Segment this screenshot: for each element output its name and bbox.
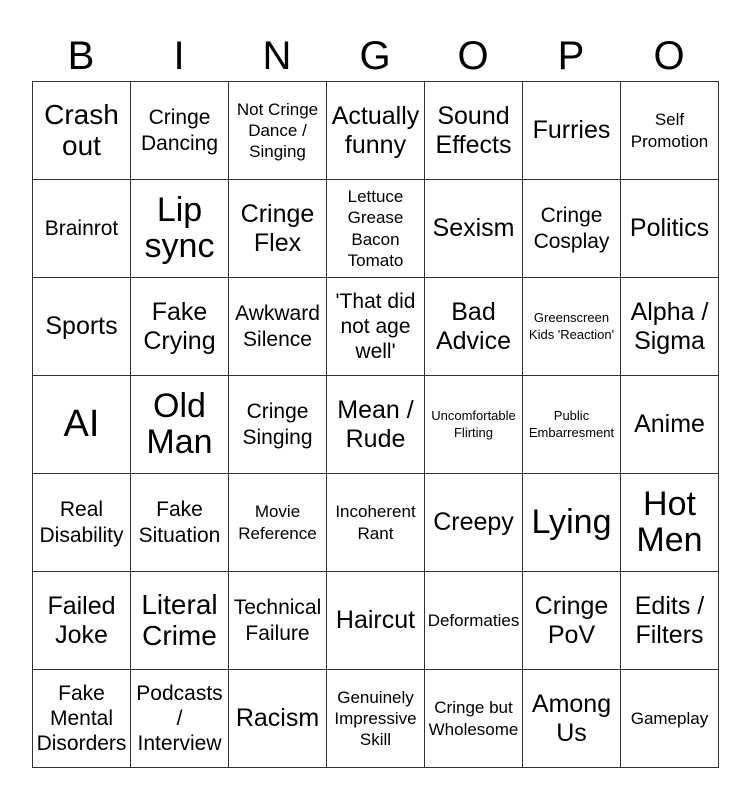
bingo-cell[interactable]: Bad Advice <box>425 278 523 376</box>
bingo-cell[interactable]: Genuinely Impressive Skill <box>327 670 425 768</box>
bingo-cell[interactable]: Cringe Cosplay <box>523 180 621 278</box>
bingo-cell[interactable]: Technical Failure <box>229 572 327 670</box>
bingo-cell[interactable]: AI <box>33 376 131 474</box>
bingo-cell[interactable]: Lip sync <box>131 180 229 278</box>
bingo-cell[interactable]: Incoherent Rant <box>327 474 425 572</box>
bingo-cell[interactable]: Sexism <box>425 180 523 278</box>
bingo-cell[interactable]: Awkward Silence <box>229 278 327 376</box>
bingo-cell[interactable]: Fake Crying <box>131 278 229 376</box>
bingo-cell[interactable]: Racism <box>229 670 327 768</box>
bingo-cell[interactable]: Failed Joke <box>33 572 131 670</box>
bingo-cell[interactable]: Sound Effects <box>425 82 523 180</box>
bingo-header <box>32 30 718 82</box>
bingo-cell[interactable]: Literal Crime <box>131 572 229 670</box>
bingo-cell[interactable]: Politics <box>621 180 719 278</box>
bingo-cell[interactable]: Creepy <box>425 474 523 572</box>
header-letter-p: P <box>557 34 585 78</box>
bingo-cell[interactable]: 'That did not age well' <box>327 278 425 376</box>
bingo-cell[interactable]: Brainrot <box>33 180 131 278</box>
bingo-cell[interactable]: Cringe PoV <box>523 572 621 670</box>
bingo-cell[interactable]: Self Promotion <box>621 82 719 180</box>
header-letter-o: O <box>457 34 489 78</box>
bingo-cell[interactable]: Alpha / Sigma <box>621 278 719 376</box>
bingo-cell[interactable]: Cringe Dancing <box>131 82 229 180</box>
header-letter-b: B <box>67 34 95 78</box>
bingo-cell[interactable]: Among Us <box>523 670 621 768</box>
bingo-cell[interactable]: Gameplay <box>621 670 719 768</box>
bingo-cell[interactable]: Podcasts / Interview <box>131 670 229 768</box>
bingo-cell[interactable]: Cringe Flex <box>229 180 327 278</box>
bingo-cell[interactable]: Uncomfortable Flirting <box>425 376 523 474</box>
bingo-cell[interactable]: Furries <box>523 82 621 180</box>
bingo-cell[interactable]: Fake Mental Disorders <box>33 670 131 768</box>
bingo-cell[interactable]: Cringe but Wholesome <box>425 670 523 768</box>
bingo-cell[interactable]: Mean / Rude <box>327 376 425 474</box>
bingo-cell[interactable]: Anime <box>621 376 719 474</box>
bingo-cell[interactable]: Real Disability <box>33 474 131 572</box>
bingo-cell[interactable]: Haircut <box>327 572 425 670</box>
header-letter-g: G <box>359 34 391 78</box>
header-letter-n: N <box>262 34 292 78</box>
bingo-cell[interactable]: Old Man <box>131 376 229 474</box>
bingo-cell[interactable]: Public Embarresment <box>523 376 621 474</box>
header-letter-o-2: O <box>653 34 685 78</box>
bingo-cell[interactable]: Not Cringe Dance / Singing <box>229 82 327 180</box>
bingo-cell[interactable]: Greenscreen Kids 'Reaction' <box>523 278 621 376</box>
bingo-cell[interactable]: Deformaties <box>425 572 523 670</box>
bingo-cell[interactable]: Lettuce Grease Bacon Tomato <box>327 180 425 278</box>
bingo-cell[interactable]: Cringe Singing <box>229 376 327 474</box>
bingo-board <box>32 81 719 768</box>
bingo-cell[interactable]: Edits / Filters <box>621 572 719 670</box>
bingo-cell[interactable]: Fake Situation <box>131 474 229 572</box>
bingo-cell[interactable]: Lying <box>523 474 621 572</box>
bingo-cell[interactable]: Movie Reference <box>229 474 327 572</box>
bingo-cell[interactable]: Crash out <box>33 82 131 180</box>
bingo-cell[interactable]: Hot Men <box>621 474 719 572</box>
header-letter-i: I <box>173 34 185 78</box>
bingo-cell[interactable]: Actually funny <box>327 82 425 180</box>
bingo-cell[interactable]: Sports <box>33 278 131 376</box>
